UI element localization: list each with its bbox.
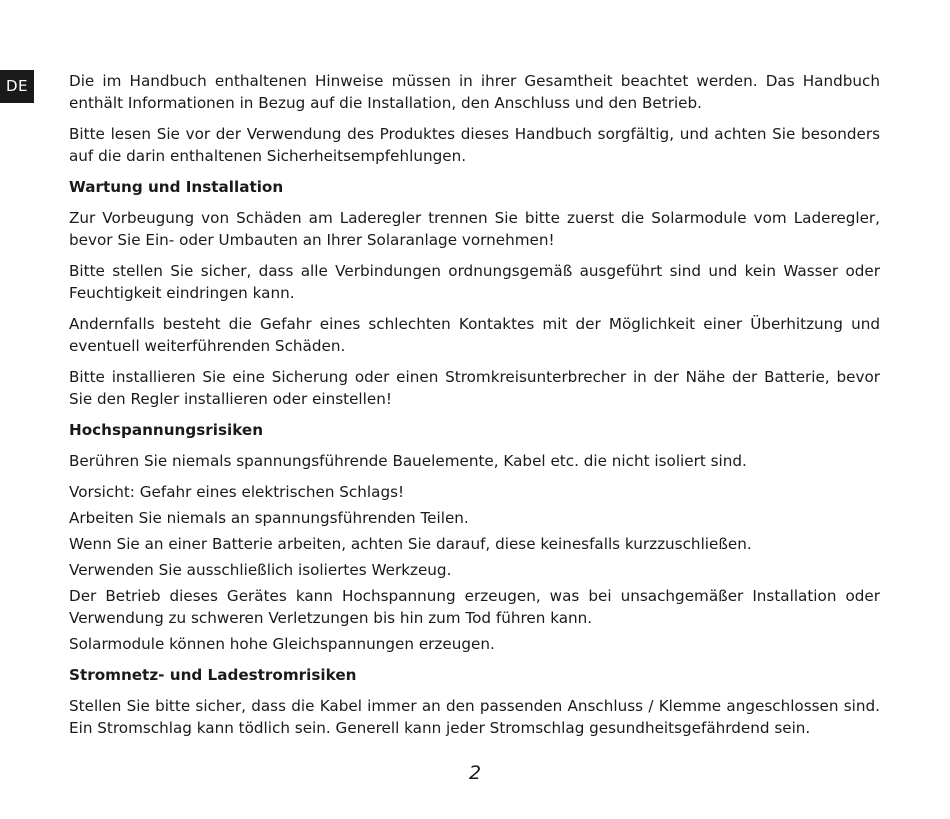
- intro-paragraph-2: Bitte lesen Sie vor der Verwendung des Produktes dieses Handbuch sorgfältig, und achten Sie besonders auf die darin enthaltenen Sicherheitsempfehlungen.: [69, 125, 880, 165]
- high-voltage-paragraph-5: Verwenden Sie ausschließlich isoliertes Werkzeug.: [69, 561, 452, 579]
- language-tab: DE: [0, 70, 34, 103]
- maintenance-paragraph-3: Andernfalls besteht die Gefahr eines schlechten Kontaktes mit der Möglichkeit einer Überhitzung und eventuell weiterführenden Schäden.: [69, 315, 880, 355]
- maintenance-paragraph-1: Zur Vorbeugung von Schäden am Laderegler trennen Sie bitte zuerst die Solarmodule vom Laderegler, bevor Sie Ein- oder Umbauten an Ihrer Solaranlage vornehmen!: [69, 209, 880, 249]
- heading-high-voltage: Hochspannungsrisiken: [69, 421, 264, 439]
- high-voltage-paragraph-7: Solarmodule können hohe Gleichspannungen erzeugen.: [69, 635, 495, 653]
- high-voltage-paragraph-2: Vorsicht: Gefahr eines elektrischen Schlags!: [69, 483, 405, 501]
- high-voltage-paragraph-4: Wenn Sie an einer Batterie arbeiten, achten Sie darauf, diese keinesfalls kurzzuschließen.: [69, 535, 752, 553]
- maintenance-paragraph-2: Bitte stellen Sie sicher, dass alle Verbindungen ordnungsgemäß ausgeführt sind und kein Wasser oder Feuchtigkeit eindringen kann.: [69, 262, 880, 302]
- intro-paragraph-1: Die im Handbuch enthaltenen Hinweise müssen in ihrer Gesamtheit beachtet werden. Das Handbuch enthält Informationen in Bezug auf die Installation, den Anschluss und den Betrieb.: [69, 72, 880, 112]
- manual-content: [69, 70, 880, 739]
- high-voltage-paragraph-3: Arbeiten Sie niemals an spannungsführenden Teilen.: [69, 509, 469, 527]
- high-voltage-paragraph-6: Der Betrieb dieses Gerätes kann Hochspannung erzeugen, was bei unsachgemäßer Installation oder Verwendung zu schweren Verletzungen bis hin zum Tod führen kann.: [69, 587, 880, 627]
- heading-maintenance: Wartung und Installation: [69, 178, 284, 196]
- high-voltage-paragraph-1: Berühren Sie niemals spannungsführende Bauelemente, Kabel etc. die nicht isoliert sind.: [69, 452, 747, 470]
- maintenance-paragraph-4: Bitte installieren Sie eine Sicherung oder einen Stromkreisunterbrecher in der Nähe der Batterie, bevor Sie den Regler installieren oder einstellen!: [69, 368, 880, 408]
- page-number: 2: [468, 762, 482, 784]
- heading-grid-risks: Stromnetz- und Ladestromrisiken: [69, 666, 357, 684]
- grid-paragraph-1: Stellen Sie bitte sicher, dass die Kabel immer an den passenden Anschluss / Klemme angeschlossen sind. Ein Stromschlag kann tödlich sein. Generell kann jeder Stromschlag gesundheitsgefährdend sein.: [69, 697, 880, 737]
